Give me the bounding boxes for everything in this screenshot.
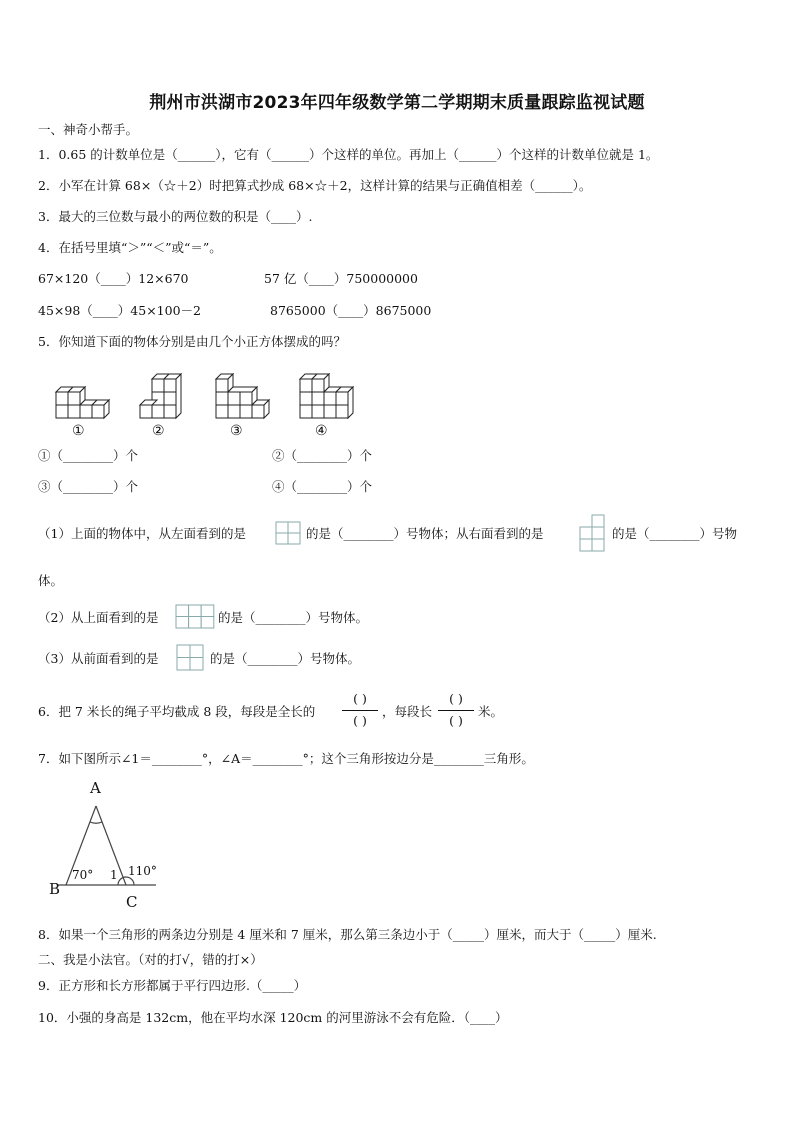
vertex-label-b: B <box>49 880 61 898</box>
fraction-1-denominator: ( ) <box>353 713 367 728</box>
fraction-1-numerator: ( ) <box>353 691 367 706</box>
question-4: 4．在括号里填“＞”“＜”或“＝”。 <box>38 240 222 255</box>
question-6-part-b: ，每段长 <box>382 704 433 719</box>
page-title: 荆州市洪湖市2023年四年级数学第二学期期末质量跟踪监视试题 <box>149 93 645 113</box>
q4-item-3: 45×98（____）45×100－2 <box>38 303 201 318</box>
q5-sub1-part-a: （1）上面的物体中，从左面看到的是 <box>38 526 246 541</box>
cube-figure-1 <box>52 378 112 424</box>
question-10: 10．小强的身高是 132cm，他在平均水深 120cm 的河里游泳不会有危险．（____） <box>38 1010 508 1025</box>
q5-sub1-part-d: 体。 <box>38 573 64 588</box>
angle-b-label: 70° <box>72 868 94 882</box>
cube-figure-4 <box>296 364 358 424</box>
question-1: 1．0.65 的计数单位是（______），它有（______）个这样的单位。再加上（______）个这样的计数单位就是 1。 <box>38 147 659 162</box>
question-6-part-a: 6．把 7 米长的绳子平均截成 8 段，每段是全长的 <box>38 704 316 719</box>
view-grid-2x2-front <box>176 644 204 671</box>
question-6-part-c: 米。 <box>478 704 504 719</box>
q5-sub2-part-b: 的是（________）号物体。 <box>218 610 369 625</box>
q5-blank-3: ③（________）个 <box>38 479 139 494</box>
cube-figure-3 <box>212 364 272 424</box>
cube-label-3: ③ <box>230 423 243 439</box>
cube-label-4: ④ <box>315 423 328 439</box>
question-5: 5．你知道下面的物体分别是由几个小正方体摆成的吗？ <box>38 334 346 349</box>
question-2: 2．小军在计算 68×（☆＋2）时把算式抄成 68×☆＋2，这样计算的结果与正确值相差（______）。 <box>38 178 592 193</box>
q5-sub1-part-b: 的是（________）号物体；从右面看到的是 <box>306 526 544 541</box>
fraction-1-bar <box>342 710 378 711</box>
q5-blank-4: ④（________）个 <box>272 479 373 494</box>
q5-blank-2: ②（________）个 <box>272 448 373 463</box>
q4-item-4: 8765000（____）8675000 <box>270 303 432 318</box>
view-grid-2x3-top <box>175 604 215 629</box>
cube-label-1: ① <box>72 423 85 439</box>
fraction-2-bar <box>438 710 474 711</box>
question-8: 8．如果一个三角形的两条边分别是 4 厘米和 7 厘米，那么第三条边小于（_____）厘米，而大于（_____）厘米. <box>38 927 657 942</box>
question-7: 7．如下图所示∠1＝________°，∠A＝________°；这个三角形按边分是________三角形。 <box>38 751 534 766</box>
vertex-label-a: A <box>90 779 101 797</box>
question-9: 9．正方形和长方形都属于平行四边形.（_____） <box>38 978 307 993</box>
q5-sub3-part-a: （3）从前面看到的是 <box>38 651 159 666</box>
q5-sub1-part-c: 的是（________）号物 <box>612 526 738 541</box>
cube-figure-2 <box>134 372 194 424</box>
vertex-label-c: C <box>126 893 138 911</box>
triangle-figure <box>44 778 174 913</box>
q4-item-2: 57 亿（____）750000000 <box>264 271 418 286</box>
question-3: 3．最大的三位数与最小的两位数的积是（____）. <box>38 209 313 224</box>
section-heading-2: 二、我是小法官。（对的打√，错的打×） <box>38 952 263 967</box>
fraction-2-denominator: ( ) <box>449 713 463 728</box>
section-heading-1: 一、神奇小帮手。 <box>38 122 139 137</box>
q4-item-1: 67×120（____）12×670 <box>38 271 189 286</box>
view-grid-3x2-right <box>578 514 606 552</box>
angle-1-label: 1 <box>110 868 118 882</box>
view-grid-2x2-left <box>275 521 301 545</box>
fraction-2-numerator: ( ) <box>449 691 463 706</box>
q5-sub3-part-b: 的是（________）号物体。 <box>210 651 361 666</box>
angle-exterior-label: 110° <box>128 864 157 878</box>
cube-label-2: ② <box>152 423 165 439</box>
q5-sub2-part-a: （2）从上面看到的是 <box>38 610 159 625</box>
q5-blank-1: ①（________）个 <box>38 448 139 463</box>
